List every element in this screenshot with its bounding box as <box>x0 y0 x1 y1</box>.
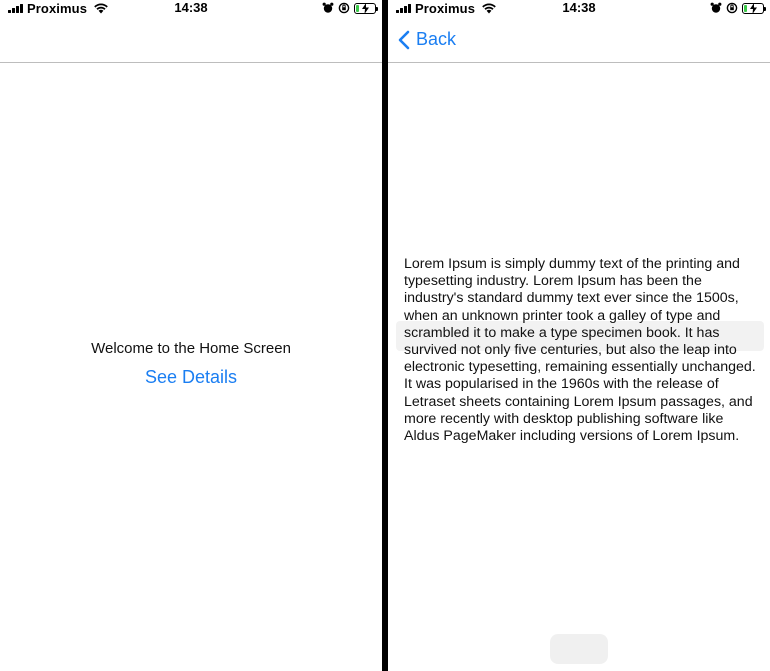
status-bar <box>388 0 770 16</box>
welcome-text: Welcome to the Home Screen <box>91 340 291 357</box>
see-details-link[interactable]: See Details <box>144 367 238 387</box>
clock: 14:38 <box>174 0 208 15</box>
home-content <box>0 340 382 388</box>
battery-fill <box>356 5 359 12</box>
battery-icon <box>354 3 376 14</box>
orientation-lock-icon <box>726 2 738 14</box>
carrier-label: Proximus <box>415 0 476 16</box>
back-button[interactable] <box>398 29 456 50</box>
orientation-lock-icon <box>338 2 350 14</box>
battery-icon <box>742 3 764 14</box>
clock: 14:38 <box>562 0 596 15</box>
status-bar <box>0 0 382 16</box>
charging-bolt-icon <box>749 3 758 14</box>
charging-bolt-icon <box>361 3 370 14</box>
chevron-left-icon <box>398 30 410 50</box>
status-right <box>322 1 376 15</box>
alarm-icon <box>322 2 334 14</box>
back-label: Back <box>416 29 457 49</box>
nav-bar <box>0 16 382 63</box>
battery-fill <box>744 5 747 12</box>
carrier-label: Proximus <box>27 0 88 16</box>
home-indicator[interactable] <box>550 634 608 664</box>
alarm-icon <box>710 2 722 14</box>
home-screen <box>0 0 382 671</box>
status-right <box>710 1 764 15</box>
details-screen <box>388 0 770 671</box>
nav-bar <box>388 16 770 63</box>
details-body-text: Lorem Ipsum is simply dummy text of the printing and typesetting industry. Lorem Ipsum has been the industry's standard dummy text ever since the 1500s, when an unknown printer took a galley of type and scrambled it to make a type specimen book. It has survived not only five centuries, but also the leap into electronic typesetting, remaining essentially unchanged. It was popularised in the 1960s with the release of Letraset sheets containing Lorem Ipsum passages, and more recently with desktop publishing software like Aldus PageMaker including versions of Lorem Ipsum. <box>404 256 756 445</box>
